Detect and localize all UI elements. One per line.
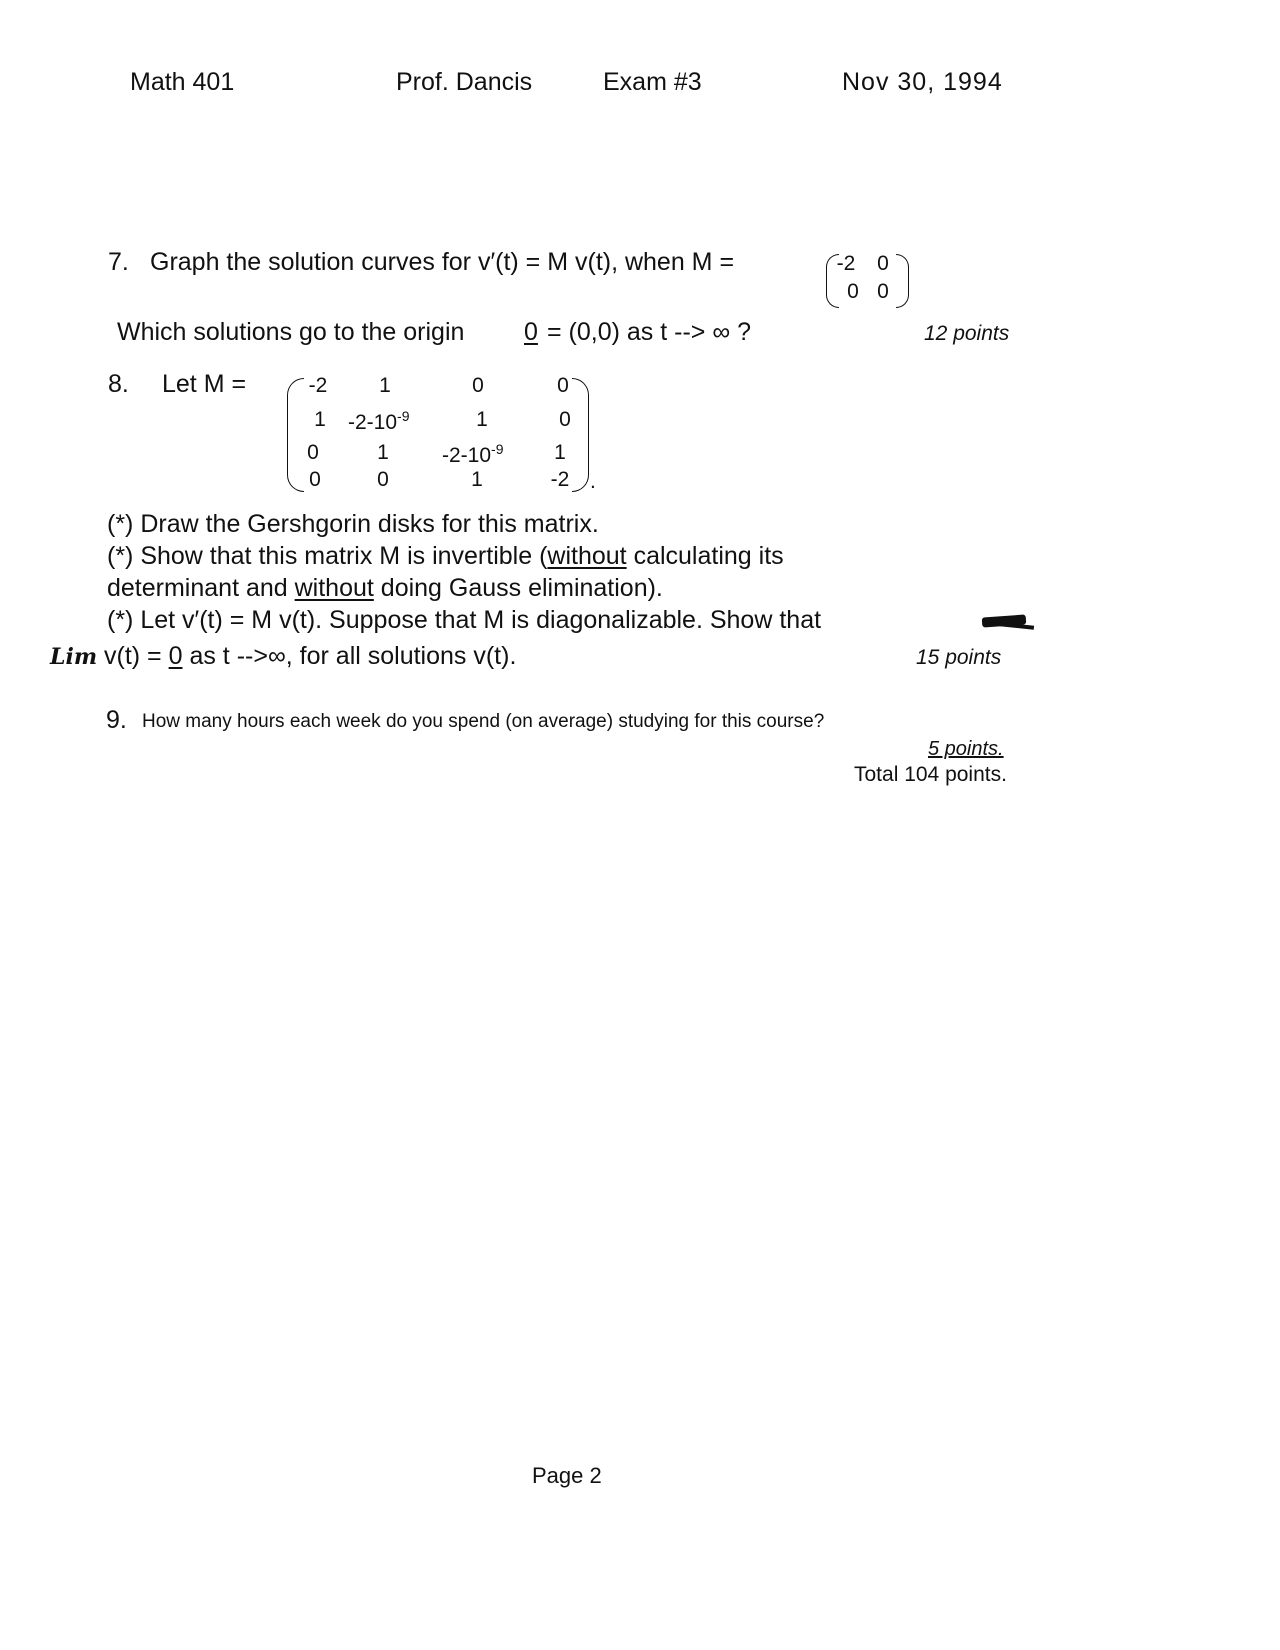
q8-m44: -2 — [550, 468, 570, 491]
header-date: Nov 30, 1994 — [842, 68, 1003, 96]
q8-matrix-right-paren — [572, 378, 589, 492]
q7-origin-symbol: 0 — [524, 318, 538, 346]
total-points: Total 104 points. — [854, 763, 1007, 786]
q8-m13: 0 — [472, 374, 484, 397]
q8-m14: 0 — [557, 374, 569, 397]
q8-m31: 0 — [307, 441, 319, 464]
q7-number: 7. — [108, 248, 129, 276]
q8-m33-base: -2-10 — [442, 444, 492, 467]
q8-part5-zero: 0 — [168, 642, 183, 670]
q7-m21: 0 — [847, 280, 859, 303]
q9-number: 9. — [106, 706, 127, 734]
q7-m22: 0 — [877, 280, 889, 303]
handwritten-lim: Lim — [50, 644, 98, 670]
q8-m22 — [348, 408, 409, 435]
q8-m24: 0 — [559, 408, 571, 431]
q8-number: 8. — [108, 370, 129, 398]
q9-points: 5 points. — [928, 738, 1004, 760]
q8-matrix-period: . — [590, 470, 596, 493]
q8-m12: 1 — [379, 374, 391, 397]
q8-part3 — [107, 574, 663, 603]
q8-m34: 1 — [554, 441, 566, 464]
q8-part2-a: (*) Show that this matrix M is invertible ( — [107, 542, 548, 570]
header-exam: Exam #3 — [603, 68, 702, 96]
q8-points: 15 points — [916, 646, 1002, 669]
q9-text: How many hours each week do you spend (on average) studying for this course? — [142, 711, 825, 732]
q8-m22-base: -2-10 — [348, 411, 398, 434]
q8-m32: 1 — [377, 441, 389, 464]
q8-m33-exponent: -9 — [491, 441, 504, 457]
q8-m33 — [442, 441, 503, 468]
q7-line1: Graph the solution curves for v′(t) = M v(t), when M = — [150, 248, 735, 276]
q7-m11: -2 — [836, 252, 856, 275]
q7-line2-pre: Which solutions go to the origin — [117, 318, 465, 346]
q8-m21: 1 — [314, 408, 326, 431]
header-professor: Prof. Dancis — [396, 68, 533, 96]
q8-m11: -2 — [308, 374, 328, 397]
q8-part3-a: determinant and — [107, 574, 295, 602]
q7-m12: 0 — [877, 252, 889, 275]
q8-m43: 1 — [471, 468, 483, 491]
q8-part1: (*) Draw the Gershgorin disks for this matrix. — [107, 510, 599, 538]
q8-part2-without: without — [547, 542, 627, 570]
page-number: Page 2 — [532, 1463, 602, 1488]
q7-line2-post: = (0,0) as t --> ∞ ? — [547, 318, 752, 346]
q8-part5-a: v(t) = — [104, 642, 162, 670]
q8-part3-b: doing Gauss elimination). — [373, 574, 663, 602]
q8-m41: 0 — [309, 468, 321, 491]
q8-m42: 0 — [377, 468, 389, 491]
header-course: Math 401 — [130, 68, 235, 96]
q8-part4: (*) Let v′(t) = M v(t). Suppose that M is diagonalizable. Show that — [107, 606, 822, 634]
q8-m22-exponent: -9 — [397, 408, 410, 424]
q8-part5-b: as t -->∞, for all solutions v(t). — [182, 642, 517, 670]
q8-part2-b: calculating its — [626, 542, 784, 570]
q8-let: Let M = — [162, 370, 247, 398]
q7-points: 12 points — [924, 322, 1010, 345]
q8-m23: 1 — [476, 408, 488, 431]
q8-part3-without: without — [294, 574, 374, 602]
q8-part5 — [104, 642, 516, 671]
q8-part2 — [107, 542, 784, 571]
q7-matrix-right-paren — [896, 254, 909, 308]
